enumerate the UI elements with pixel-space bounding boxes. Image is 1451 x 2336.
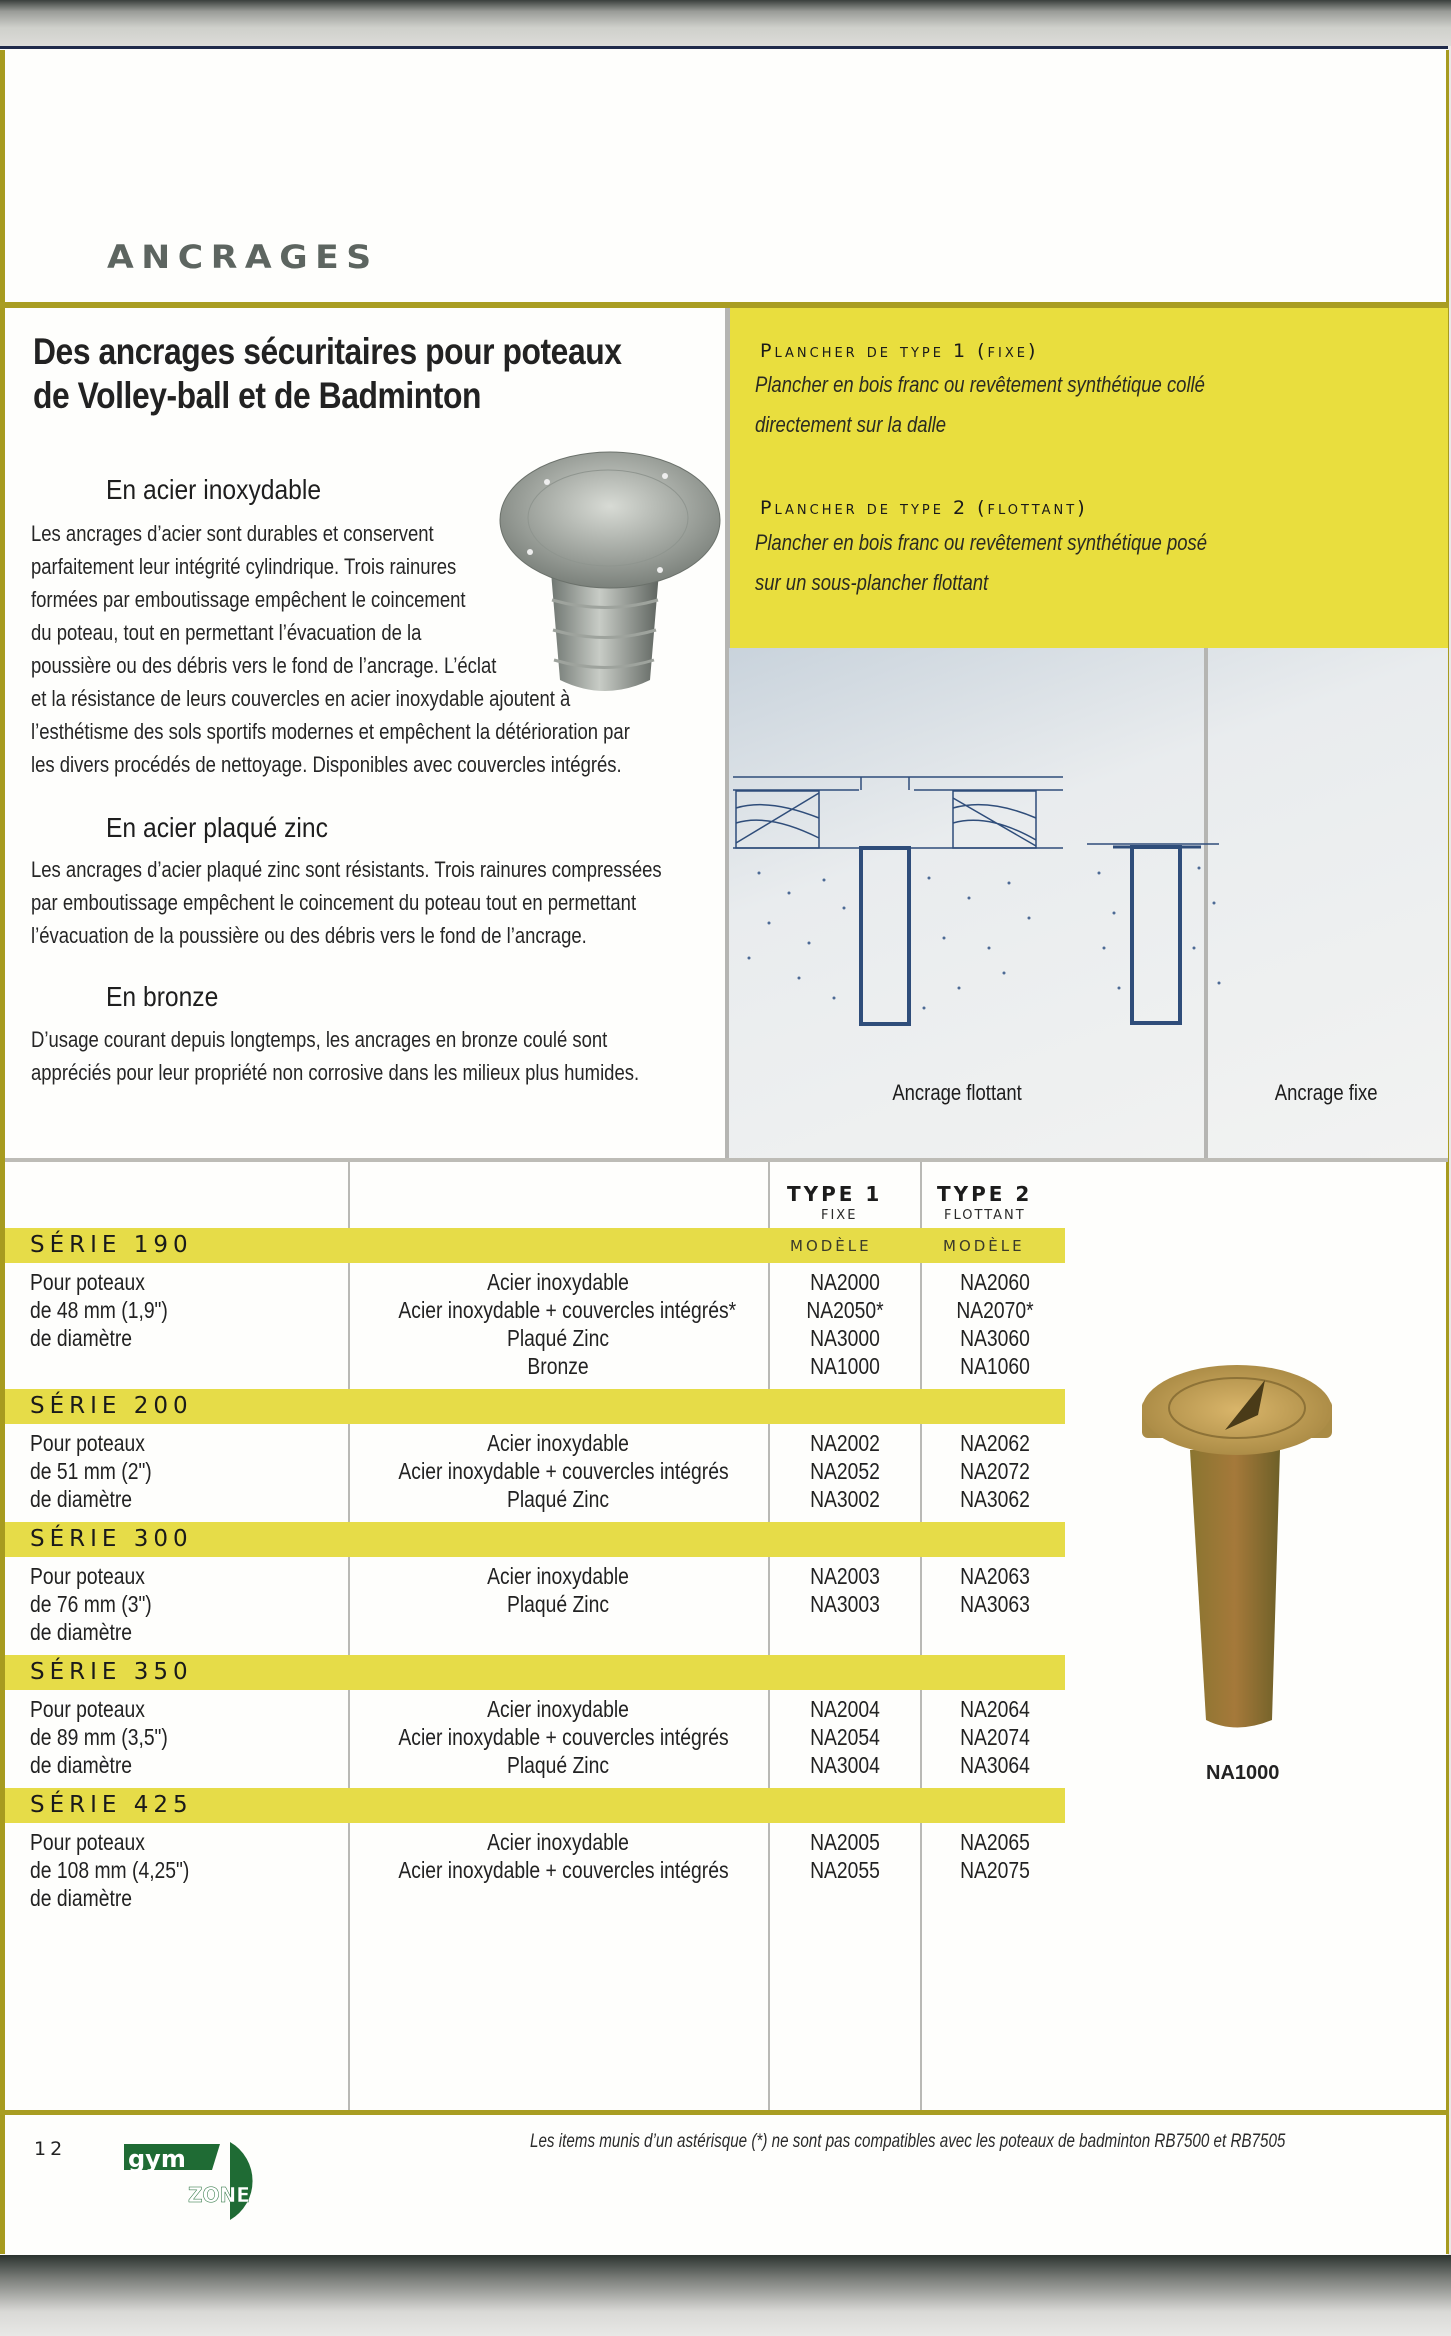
floor-type-2-line: Plancher en bois franc ou revêtement synthétique posé bbox=[755, 530, 1208, 555]
material-cell: Plaqué Zinc bbox=[506, 1591, 610, 1617]
type-1-model-cell: NA2050* bbox=[806, 1297, 884, 1323]
table-column-divider bbox=[348, 1162, 350, 2110]
serie-description-line: de 76 mm (3") bbox=[30, 1591, 152, 1617]
serie-description-line: Pour poteaux bbox=[30, 1430, 145, 1456]
body-line: Les ancrages d’acier plaqué zinc sont résistants. Trois rainures compressées bbox=[31, 857, 662, 882]
body-line: et la résistance de leurs couvercles en acier inoxydable ajoutent à bbox=[31, 686, 571, 711]
gymzone-logo bbox=[120, 2142, 270, 2222]
type-2-model-cell: NA3064 bbox=[960, 1752, 1030, 1778]
type-1-model-cell: NA1000 bbox=[810, 1353, 880, 1379]
left-border-rule bbox=[0, 50, 5, 2254]
material-cell: Acier inoxydable bbox=[487, 1563, 629, 1589]
material-cell: Acier inoxydable + couvercles intégrés bbox=[398, 1857, 729, 1883]
floating-anchor-label: Ancrage flottant bbox=[892, 1080, 1022, 1105]
floor-type-2-line: sur un sous-plancher flottant bbox=[755, 570, 989, 595]
body-zinc bbox=[31, 853, 662, 952]
type-2-model-cell: NA2072 bbox=[960, 1458, 1030, 1484]
material-cell: Acier inoxydable + couvercles intégrés bbox=[398, 1724, 729, 1750]
section-title: ANCRAGES bbox=[107, 238, 379, 276]
type-2-header: TYPE 2 bbox=[937, 1182, 1033, 1206]
type-1-subheader: FIXE bbox=[821, 1208, 858, 1223]
type-2-model-cell: NA2075 bbox=[960, 1857, 1030, 1883]
body-line: du poteau, tout en permettant l’évacuation de la bbox=[31, 620, 422, 645]
serie-description-line: Pour poteaux bbox=[30, 1269, 145, 1295]
type-2-model-cell: NA2070* bbox=[956, 1297, 1034, 1323]
type-1-model-cell: NA2052 bbox=[810, 1458, 880, 1484]
body-line: appréciés pour leur propriété non corrosive dans les milieux plus humides. bbox=[31, 1060, 640, 1085]
serie-description-line: de 108 mm (4,25") bbox=[30, 1857, 190, 1883]
type-2-model-cell: NA2063 bbox=[960, 1563, 1030, 1589]
type-1-model-cell: NA2055 bbox=[810, 1857, 880, 1883]
serie-label: SÉRIE 300 bbox=[30, 1526, 193, 1552]
body-line: les divers procédés de nettoyage. Disponibles avec couvercles intégrés. bbox=[31, 752, 622, 777]
floor-type-1-text bbox=[755, 365, 1205, 445]
table-column-divider bbox=[920, 1162, 922, 2110]
scan-edge-top bbox=[0, 0, 1451, 46]
type-1-model-cell: NA3003 bbox=[810, 1591, 880, 1617]
type-2-model-label: MODÈLE bbox=[943, 1237, 1025, 1255]
bronze-anchor-caption: NA1000 bbox=[1206, 1762, 1280, 1784]
material-cell: Acier inoxydable + couvercles intégrés* bbox=[398, 1297, 737, 1323]
bronze-anchor-image bbox=[1130, 1350, 1350, 1750]
body-line: D’usage courant depuis longtemps, les ancrages en bronze coulé sont bbox=[31, 1027, 608, 1052]
stainless-anchor-image bbox=[490, 440, 730, 700]
body-line: formées par emboutissage empêchent le coincement bbox=[31, 587, 466, 612]
serie-description-line: Pour poteaux bbox=[30, 1563, 145, 1589]
serie-label: SÉRIE 200 bbox=[30, 1393, 193, 1419]
type-1-model-cell: NA2005 bbox=[810, 1829, 880, 1855]
floor-type-2-text bbox=[755, 523, 1207, 603]
floor-type-1-heading: Plancher de type 1 (fixe) bbox=[760, 340, 1039, 362]
scan-edge-bottom bbox=[0, 2255, 1451, 2336]
subhead-bronze: En bronze bbox=[106, 981, 219, 1012]
material-cell: Acier inoxydable bbox=[487, 1829, 629, 1855]
material-cell: Plaqué Zinc bbox=[506, 1486, 610, 1512]
serie-label: SÉRIE 425 bbox=[30, 1792, 193, 1818]
table-top-rule bbox=[5, 1158, 1448, 1162]
page-number: 12 bbox=[34, 2138, 67, 2160]
type-1-model-cell: NA2002 bbox=[810, 1430, 880, 1456]
body-line: l’esthétisme des sols sportifs modernes et empêchent la détérioration par bbox=[31, 719, 630, 744]
serie-description-line: de diamètre bbox=[30, 1325, 133, 1351]
footer-divider bbox=[0, 2110, 1449, 2115]
type-1-model-cell: NA3002 bbox=[810, 1486, 880, 1512]
fixed-anchor-label: Ancrage fixe bbox=[1274, 1080, 1378, 1105]
type-2-model-cell: NA2064 bbox=[960, 1696, 1030, 1722]
concrete-aggregate-dots bbox=[748, 867, 1221, 1010]
type-1-model-cell: NA2003 bbox=[810, 1563, 880, 1589]
type-2-model-cell: NA1060 bbox=[960, 1353, 1030, 1379]
type-1-model-cell: NA3004 bbox=[810, 1752, 880, 1778]
subhead-zinc: En acier plaqué zinc bbox=[106, 812, 328, 843]
floor-type-2-heading: Plancher de type 2 (flottant) bbox=[760, 497, 1088, 519]
gymzone-logo-mark bbox=[120, 2142, 270, 2222]
serie-description-line: Pour poteaux bbox=[30, 1829, 145, 1855]
footnote: Les items munis d’un astérisque (*) ne sont pas compatibles avec les poteaux de badminton RB7500 et RB7505 bbox=[530, 2131, 1286, 2152]
table-column-divider bbox=[768, 1162, 770, 2110]
serie-description-line: Pour poteaux bbox=[30, 1696, 145, 1722]
floor-type-1-line: Plancher en bois franc ou revêtement synthétique collé bbox=[755, 372, 1205, 397]
logo-gym-text: gym bbox=[128, 2145, 186, 2173]
material-cell: Plaqué Zinc bbox=[506, 1325, 610, 1351]
body-bronze bbox=[31, 1023, 639, 1089]
main-title-line-1: Des ancrages sécuritaires pour poteaux bbox=[33, 331, 622, 372]
type-1-model-cell: NA2004 bbox=[810, 1696, 880, 1722]
body-line: Les ancrages d’acier sont durables et conservent bbox=[31, 521, 434, 546]
type-1-model-cell: NA3000 bbox=[810, 1325, 880, 1351]
type-2-model-cell: NA2065 bbox=[960, 1829, 1030, 1855]
type-2-model-cell: NA3062 bbox=[960, 1486, 1030, 1512]
body-line: l’évacuation de la poussière ou des débris vers le fond de l’ancrage. bbox=[31, 923, 587, 948]
type-1-model-label: MODÈLE bbox=[790, 1237, 872, 1255]
type-2-model-cell: NA2060 bbox=[960, 1269, 1030, 1295]
type-2-model-cell: NA2062 bbox=[960, 1430, 1030, 1456]
floating-anchor-diagram bbox=[733, 777, 1063, 1024]
fixed-anchor-diagram bbox=[1087, 844, 1219, 1023]
material-cell: Acier inoxydable bbox=[487, 1269, 629, 1295]
serie-description-line: de diamètre bbox=[30, 1619, 133, 1645]
serie-description-line: de diamètre bbox=[30, 1752, 133, 1778]
type-1-header: TYPE 1 bbox=[787, 1182, 883, 1206]
body-line: parfaitement leur intégrité cylindrique. Trois rainures bbox=[31, 554, 457, 579]
type-2-model-cell: NA2074 bbox=[960, 1724, 1030, 1750]
main-title-line-2: de Volley-ball et de Badminton bbox=[33, 375, 481, 416]
body-line: par emboutissage empêchent le coincement du poteau tout en permettant bbox=[31, 890, 637, 915]
serie-description-line: de 89 mm (3,5") bbox=[30, 1724, 168, 1750]
material-cell: Plaqué Zinc bbox=[506, 1752, 610, 1778]
serie-description-line: de 48 mm (1,9") bbox=[30, 1297, 168, 1323]
serie-description-line: de diamètre bbox=[30, 1486, 133, 1512]
type-2-subheader: FLOTTANT bbox=[944, 1208, 1026, 1223]
material-cell: Bronze bbox=[527, 1353, 589, 1379]
body-line: poussière ou des débris vers le fond de l’ancrage. L’éclat bbox=[31, 653, 497, 678]
floor-type-1-line: directement sur la dalle bbox=[755, 412, 947, 437]
logo-zone-text: ZONE bbox=[188, 2183, 250, 2207]
type-1-model-cell: NA2054 bbox=[810, 1724, 880, 1750]
material-cell: Acier inoxydable + couvercles intégrés bbox=[398, 1458, 729, 1484]
type-2-model-cell: NA3060 bbox=[960, 1325, 1030, 1351]
serie-label: SÉRIE 350 bbox=[30, 1659, 193, 1685]
type-2-model-cell: NA3063 bbox=[960, 1591, 1030, 1617]
main-title bbox=[33, 330, 621, 418]
type-1-model-cell: NA2000 bbox=[810, 1269, 880, 1295]
serie-label: SÉRIE 190 bbox=[30, 1232, 193, 1258]
subhead-stainless: En acier inoxydable bbox=[106, 474, 322, 505]
serie-description-line: de diamètre bbox=[30, 1885, 133, 1911]
material-cell: Acier inoxydable bbox=[487, 1430, 629, 1456]
serie-description-line: de 51 mm (2") bbox=[30, 1458, 152, 1484]
material-cell: Acier inoxydable bbox=[487, 1696, 629, 1722]
